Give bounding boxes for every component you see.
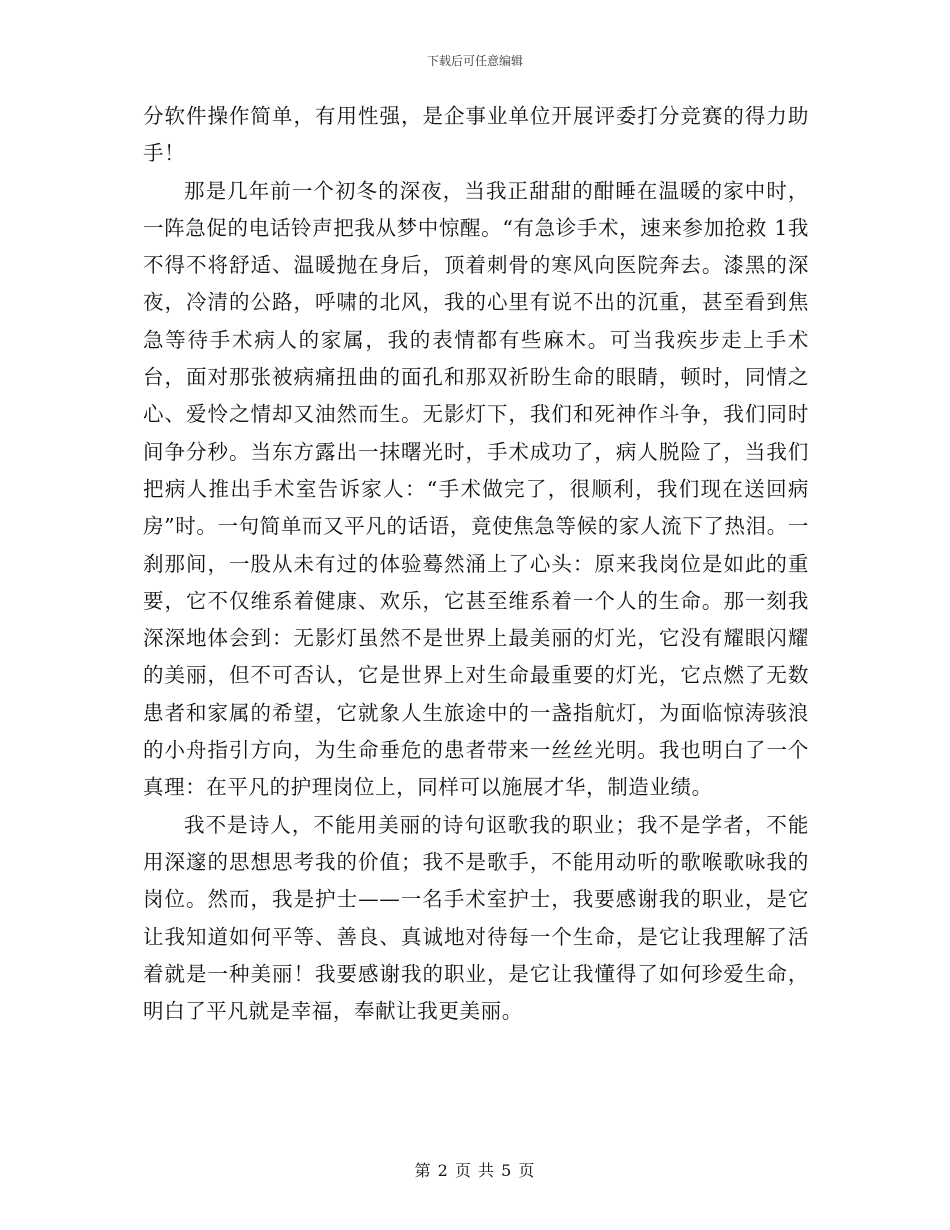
page-header-note: 下载后可任意编辑	[426, 54, 523, 68]
paragraph-night-surgery: 那是几年前一个初冬的深夜，当我正甜甜的酣睡在温暖的家中时，一阵急促的电话铃声把我从梦中惊醒。“有急诊手术，速来参加抢救 1我不得不将舒适、温暖抛在身后，顶着刺骨的寒风向医院奔去。漆黑的深夜，冷清的公路，呼啸的北风，我的心里有说不出的沉重，甚至看到焦急等待手术病人的家属，我的表情都有些麻木。可当我疾步走上手术台，面对那张被病痛扭曲的面孔和那双祈盼生命的眼睛，顿时，同情之心、爱怜之情却又油然而生。无影灯下，我们和死神作斗争，我们同时间争分秒。当东方露出一抹曙光时，手术成功了，病人脱险了，当我们把病人推出手术室告诉家人：“手术做完了，很顺利，我们现在送回病房”时。一句简单而又平凡的话语，竟使焦急等候的家人流下了热泪。一刹那间，一股从未有过的体验蓦然涌上了心头：原来我岗位是如此的重要，它不仅维系着健康、欢乐，它甚至维系着一个人的生命。那一刻我深深地体会到：无影灯虽然不是世界上最美丽的灯光，它没有耀眼闪耀的美丽，但不可否认，它是世界上对生命最重要的灯光，它点燃了无数患者和家属的希望，它就象人生旅途中的一盏指航灯，为面临惊涛骇浪的小舟指引方向，为生命垂危的患者带来一丝丝光明。我也明白了一个真理：在平凡的护理岗位上，同样可以施展才华，制造业绩。	[143, 178, 809, 800]
document-body	[143, 98, 809, 1030]
paragraph-continuation: 分软件操作简单，有用性强，是企事业单位开展评委打分竞赛的得力助手！	[143, 104, 809, 166]
page-number-footer: 第 2 页 共 5 页	[414, 1161, 536, 1180]
paragraph-gratitude: 我不是诗人，不能用美丽的诗句讴歌我的职业；我不是学者，不能用深邃的思想思考我的价值；我不是歌手，不能用动听的歌喉歌咏我的岗位。然而，我是护士——一名手术室护士，我要感谢我的职业，是它让我知道如何平等、善良、真诚地对待每一个生命，是它让我理解了活着就是一种美丽！我要感谢我的职业，是它让我懂得了如何珍爱生命，明白了平凡就是幸福，奉献让我更美丽。	[143, 812, 809, 1024]
